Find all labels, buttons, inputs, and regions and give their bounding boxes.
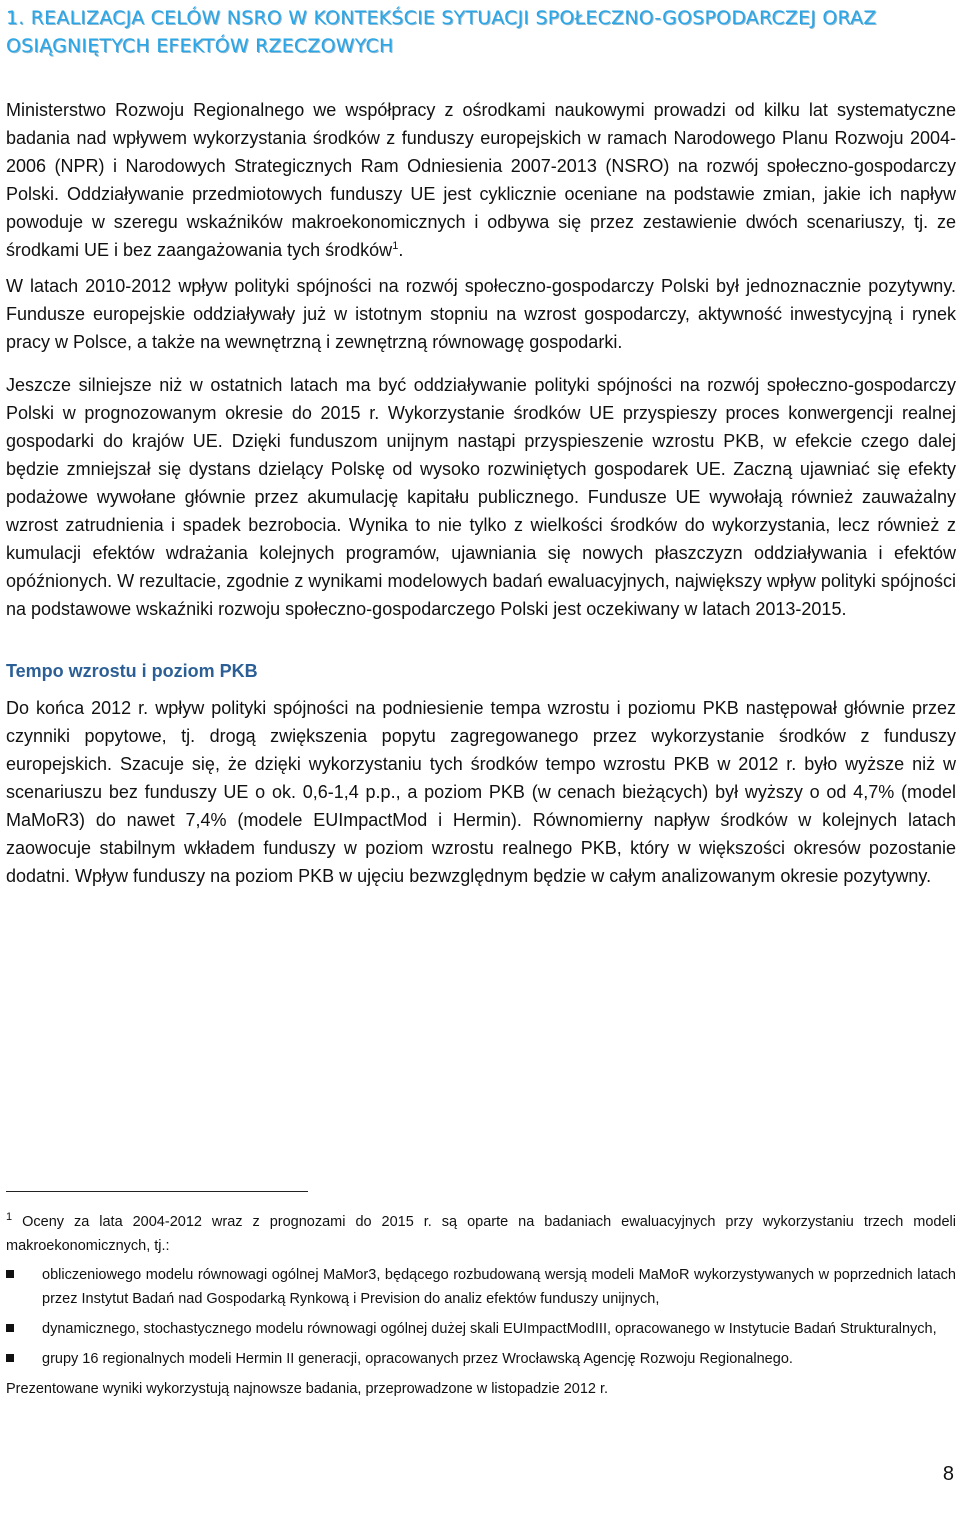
footnote-model-list (6, 1263, 956, 1371)
chapter-heading (6, 4, 956, 60)
list-item (6, 1347, 956, 1371)
list-item (6, 1263, 956, 1311)
square-bullet-icon (6, 1354, 14, 1362)
footnote-reference: 1 (392, 240, 399, 252)
chapter-title: REALIZACJA CELÓW NSRO W KONTEKŚCIE SYTUACJI SPOŁECZNO-GOSPODARCZEJ ORAZ OSIĄGNIĘTYCH EFEKTÓW RZECZOWYCH (6, 7, 877, 57)
body-paragraph-2: W latach 2010-2012 wpływ polityki spójności na rozwój społeczno-gospodarczy Polski był jednoznacznie pozytywny. Fundusze europejskie oddziaływały już w istotnym stopniu na wzrost gospodarczy, aktywność inwestycyjną i rynek pracy w Polsce, a także na wewnętrzną i zewnętrzną równowagę gospodarki. (6, 276, 956, 352)
document-page (6, 0, 956, 1520)
footnote-1 (6, 1210, 956, 1258)
footnote-separator (6, 1191, 308, 1192)
footnote-closing: Prezentowane wyniki wykorzystują najnowsze badania, przeprowadzone w listopadzie 2012 r. (6, 1381, 609, 1397)
paragraph-end: . (398, 240, 404, 260)
page-number: 8 (942, 1463, 954, 1485)
body-paragraph-4: Do końca 2012 r. wpływ polityki spójności na podniesienie tempa wzrostu i poziomu PKB następował głównie przez czynniki popytowe, tj. drogą zwiększenia popytu zagregowanego przez wykorzystanie środków z funduszy europejskich. Szacuje się, że dzięki wykorzystaniu tych środków tempo wzrostu PKB w 2012 r. było wyższe niż w scenariuszu bez funduszy UE o ok. 0,6-1,4 p.p., a poziom PKB (w cenach bieżących) był wyższy o od 4,7% (model MaMoR3) do nawet 7,4% (modele EUImpactMod i Hermin). Równomierny napływ środków w kolejnych latach zaowocuje stabilnym wkładem funduszy w poziom wzrostu realnego PKB, który w większości okresów pozostanie dodatni. Wpływ funduszy na poziom PKB w ujęciu bezwzględnym będzie w całym analizowanym okresie pozytywny. (6, 698, 956, 886)
paragraph-text: Ministerstwo Rozwoju Regionalnego we współpracy z ośrodkami naukowymi prowadzi od kilku lat systematyczne badania nad wpływem wykorzystania środków z funduszy europejskich w ramach Narodowego Planu Rozwoju 2004-2006 (NPR) i Narodowych Strategicznych Ram Odniesienia 2007-2013 (NSRO) na rozwój społeczno-gospodarczy Polski. Oddziaływanie przedmiotowych funduszy UE jest cyklicznie oceniane na podstawie zmian, jakie ich napływ powoduje w szeregu wskaźników makroekonomicznych i odbywa się przez zestawienie dwóch scenariuszy, tj. ze środkami UE i bez zaangażowania tych środków (6, 100, 956, 260)
list-item-text: grupy 16 regionalnych modeli Hermin II generacji, opracowanych przez Wrocławską Agencję Rozwoju Regionalnego. (42, 1351, 793, 1367)
footnote-intro: Oceny za lata 2004-2012 wraz z prognozami do 2015 r. są oparte na badaniach ewaluacyjnych przy wykorzystaniu trzech modeli makroekonomicznych, tj.: (6, 1214, 956, 1254)
chapter-number: 1. (6, 7, 25, 29)
body-paragraph-1 (6, 96, 956, 264)
body-paragraph-3: Jeszcze silniejsze niż w ostatnich latach ma być oddziaływanie polityki spójności na rozwój społeczno-gospodarczy Polski w prognozowanym okresie do 2015 r. Wykorzystanie środków UE przyspieszy proces konwergencji realnej gospodarki do krajów UE. Dzięki funduszom unijnym nastąpi przyspieszenie wzrostu PKB, w efekcie czego dalej będzie zmniejszał się dystans dzielący Polskę od wysoko rozwiniętych gospodarek UE. Zaczną ujawniać się efekty podażowe wywołane głównie przez akumulację kapitału publicznego. Fundusze UE wywołają również zauważalny wzrost zatrudnienia i spadek bezrobocia. Wynika to nie tylko z wielkości środków do wykorzystania, lecz również z kumulacji efektów wdrażania kolejnych programów, ujawniania się nowych płaszczyzn oddziaływania i efektów opóźnionych. W rezultacie, zgodnie z wynikami modelowych badań ewaluacyjnych, największy wpływ polityki spójności na podstawowe wskaźniki rozwoju społeczno-gospodarczego Polski jest oczekiwany w latach 2013-2015. (6, 375, 956, 619)
list-item-text: obliczeniowego modelu równowagi ogólnej MaMor3, będącego rozbudowaną wersją modeli MaMoR wykorzystywanych w poprzednich latach przez Instytut Badań nad Gospodarką Rynkową i Prevision do analiz efektów funduszy unijnych, (42, 1267, 956, 1307)
list-item (6, 1317, 956, 1341)
footnote-number: 1 (6, 1211, 13, 1224)
section-heading: Tempo wzrostu i poziom PKB (6, 661, 258, 681)
square-bullet-icon (6, 1270, 14, 1278)
square-bullet-icon (6, 1324, 14, 1332)
footnotes (6, 1210, 956, 1401)
list-item-text: dynamicznego, stochastycznego modelu równowagi ogólnej dużej skali EUImpactModIII, opracowanego w Instytucie Badań Strukturalnych, (42, 1321, 937, 1337)
